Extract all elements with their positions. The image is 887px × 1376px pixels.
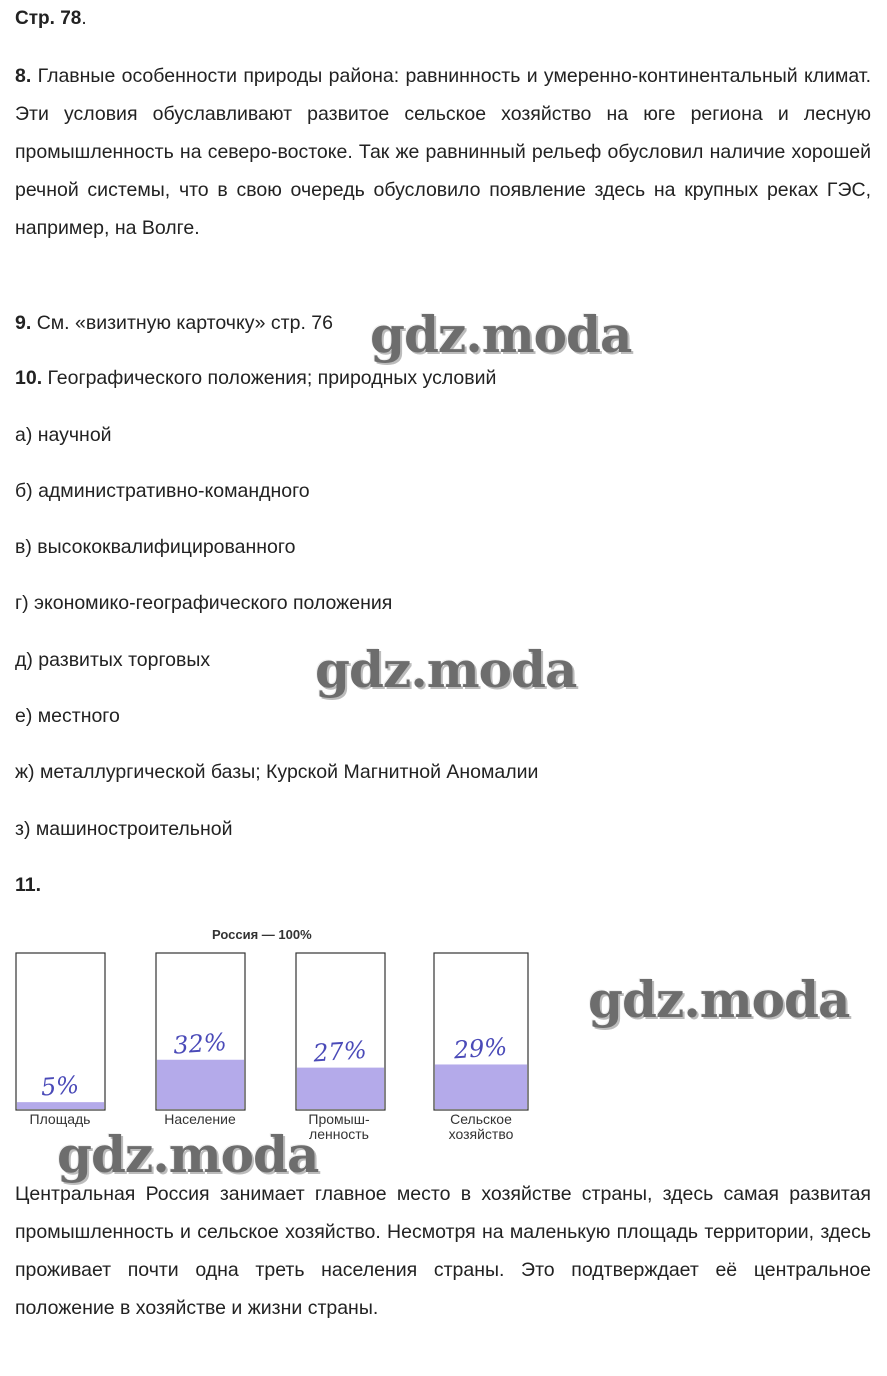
watermark: gdz.moda xyxy=(57,1125,319,1184)
answer-10-item: г) экономико-географического положения xyxy=(15,592,393,614)
bar-fill xyxy=(297,1068,384,1109)
bar-fill xyxy=(17,1102,104,1109)
bar-value-label: 27% xyxy=(312,1035,368,1068)
page-header xyxy=(15,8,87,30)
answer-10-item: а) научной xyxy=(15,424,112,446)
answer-10-number: 10. xyxy=(15,367,43,389)
watermark: gdz.moda xyxy=(588,970,850,1029)
watermark: gdz.moda xyxy=(370,305,632,364)
bar-fill xyxy=(435,1064,527,1109)
answer-10-item: з) машиностроительной xyxy=(15,818,233,840)
answer-11 xyxy=(15,873,41,897)
answer-8-number: 8. xyxy=(15,65,32,87)
page-label-dot: . xyxy=(81,8,87,29)
bar-caption: Площадь xyxy=(29,1111,91,1127)
watermark: gdz.moda xyxy=(315,640,577,699)
bar-fill xyxy=(157,1060,244,1109)
bar-value-label: 5% xyxy=(39,1070,80,1102)
bar-value-label: 29% xyxy=(452,1032,509,1065)
chart-title: Россия — 100% xyxy=(212,927,312,942)
bar-caption: Сельское хозяйство xyxy=(448,1111,514,1142)
bar-caption: Промыш- ленность xyxy=(308,1111,370,1142)
share-bar-chart xyxy=(0,940,560,1120)
answer-10-item: б) административно-командного xyxy=(15,480,310,502)
answer-10-item: в) высококвалифицированного xyxy=(15,536,296,558)
answer-9-number: 9. xyxy=(15,312,32,334)
bar-caption: Население xyxy=(164,1111,236,1127)
answer-9 xyxy=(15,311,333,335)
answer-8 xyxy=(15,57,871,247)
bar-value-label: 32% xyxy=(172,1027,228,1060)
answer-10-item: д) развитых торговых xyxy=(15,649,211,671)
answer-11-number: 11. xyxy=(15,874,42,896)
answer-10-item: ж) металлургической базы; Курской Магнитной Аномалии xyxy=(15,761,539,783)
answer-10-text: Географического положения; природных условий xyxy=(47,367,497,389)
answer-10-item: е) местного xyxy=(15,705,120,727)
conclusion-text: Центральная Россия занимает главное место в хозяйстве страны, здесь самая развитая промышленность и сельское хозяйство. Несмотря на маленькую площадь территории, здесь проживает почти одна треть населения страны. Это подтверждает её центральное положение в хозяйстве и жизни страны. xyxy=(15,1183,871,1319)
answer-9-text: См. «визитную карточку» стр. 76 xyxy=(36,312,333,334)
page-label: Стр. 78 xyxy=(15,8,82,29)
answer-10 xyxy=(15,366,496,390)
answer-8-text: Главные особенности природы района: равнинность и умеренно-континентальный климат. Эти условия обуславливают развитое сельское хозяйство на юге региона и лесную промышленность на северо-востоке. Так же равнинный рельеф обусловил наличие хорошей речной системы, что в свою очередь обусловило появление здесь на крупных реках ГЭС, например, на Волге. xyxy=(15,65,871,239)
